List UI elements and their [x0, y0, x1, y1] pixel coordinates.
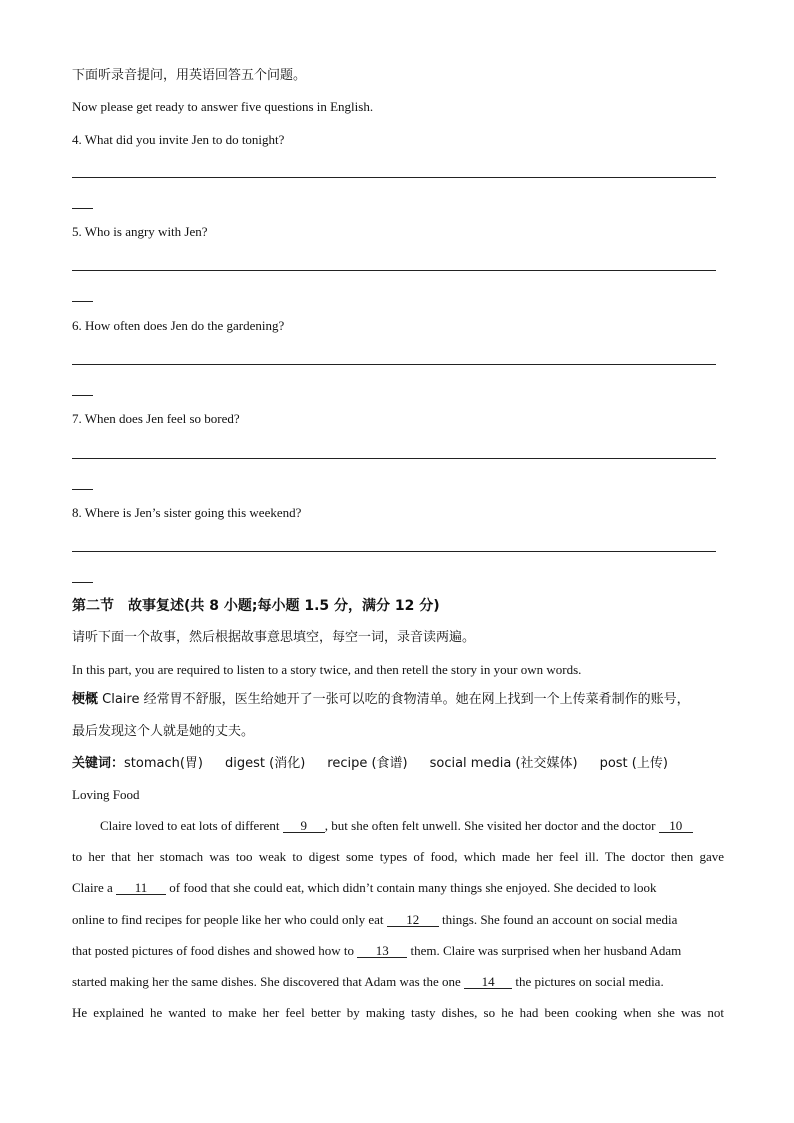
question-7: 7. When does Jen feel so bored? — [72, 411, 240, 426]
story-title: Loving Food — [72, 787, 140, 802]
keyword-recipe: recipe (食谱) — [327, 756, 408, 771]
answer-line-8[interactable] — [72, 551, 716, 552]
section-instruction-en: In this part, you are required to listen to a story twice, and then retell the story in your own words. — [72, 662, 582, 677]
question-4: 4. What did you invite Jen to do tonight? — [72, 132, 285, 147]
keyword-social-media: social media (社交媒体) — [429, 756, 578, 771]
story-line-2: to her that her stomach was too weak to digest some types of food, which made her feel ill. The doctor then gave — [72, 849, 724, 864]
story-text: started making her the same dishes. She discovered that Adam was the one — [72, 974, 461, 989]
answer-line-7[interactable] — [72, 458, 716, 459]
blank-10[interactable]: 10 — [659, 819, 693, 833]
summary-line-1 — [72, 692, 690, 708]
answer-line-4[interactable] — [72, 177, 716, 178]
summary-line-2: 最后发现这个人就是她的丈夫。 — [72, 724, 255, 739]
question-5: 5. Who is angry with Jen? — [72, 224, 208, 239]
answer-line-5[interactable] — [72, 270, 716, 271]
story-line-4 — [72, 912, 724, 928]
story-text: the pictures on social media. — [515, 974, 664, 989]
story-text: them. Claire was surprised when her husband Adam — [410, 943, 682, 958]
story-text: that posted pictures of food dishes and showed how to — [72, 943, 354, 958]
keyword-digest: digest (消化) — [225, 756, 306, 771]
listening-instruction-en: Now please get ready to answer five questions in English. — [72, 99, 374, 114]
answer-line-6-continuation — [72, 395, 93, 396]
story-text: of food that she could eat, which didn’t contain many things she enjoyed. She decided to look — [169, 880, 657, 895]
summary-text-1: Claire 经常胃不舒服，医生给她开了一张可以吃的食物清单。她在网上找到一个上传菜肴制作的账号， — [102, 692, 690, 707]
summary-label: 梗概 — [72, 692, 99, 707]
blank-9[interactable]: 9 — [283, 819, 325, 833]
story-line-5 — [72, 943, 724, 959]
blank-12[interactable]: 12 — [387, 913, 439, 927]
answer-line-5-continuation — [72, 301, 93, 302]
keywords-label: 关键词： — [72, 756, 125, 771]
story-line-3 — [72, 880, 724, 896]
story-text: things. She found an account on social media — [442, 912, 678, 927]
story-line-7: He explained he wanted to make her feel better by making tasty dishes, so he had been cooking when she was not — [72, 1005, 724, 1020]
keyword-stomach: stomach(胃) — [124, 756, 203, 771]
keyword-post: post (上传) — [599, 756, 668, 771]
answer-line-6[interactable] — [72, 364, 716, 365]
blank-14[interactable]: 14 — [464, 975, 512, 989]
blank-13[interactable]: 13 — [357, 944, 407, 958]
section-heading: 第二节 故事复述(共 8 小题;每小题 1.5 分，满分 12 分) — [72, 598, 440, 614]
story-text: online to find recipes for people like her who could only eat — [72, 912, 384, 927]
story-text: , but she often felt unwell. She visited her doctor and the doctor — [324, 818, 656, 833]
keywords-line — [72, 756, 690, 772]
story-line-6 — [72, 974, 724, 990]
question-6: 6. How often does Jen do the gardening? — [72, 318, 285, 333]
blank-11[interactable]: 11 — [116, 881, 166, 895]
story-text: Claire loved to eat lots of different — [100, 818, 280, 833]
story-line-1 — [72, 818, 724, 834]
question-8: 8. Where is Jen’s sister going this weekend? — [72, 505, 302, 520]
answer-line-7-continuation — [72, 489, 93, 490]
answer-line-8-continuation — [72, 582, 93, 583]
section-instruction-zh: 请听下面一个故事，然后根据故事意思填空，每空一词，录音读两遍。 — [72, 630, 476, 645]
answer-line-4-continuation — [72, 208, 93, 209]
story-text: Claire a — [72, 880, 113, 895]
listening-instruction-zh: 下面听录音提问，用英语回答五个问题。 — [72, 68, 307, 83]
